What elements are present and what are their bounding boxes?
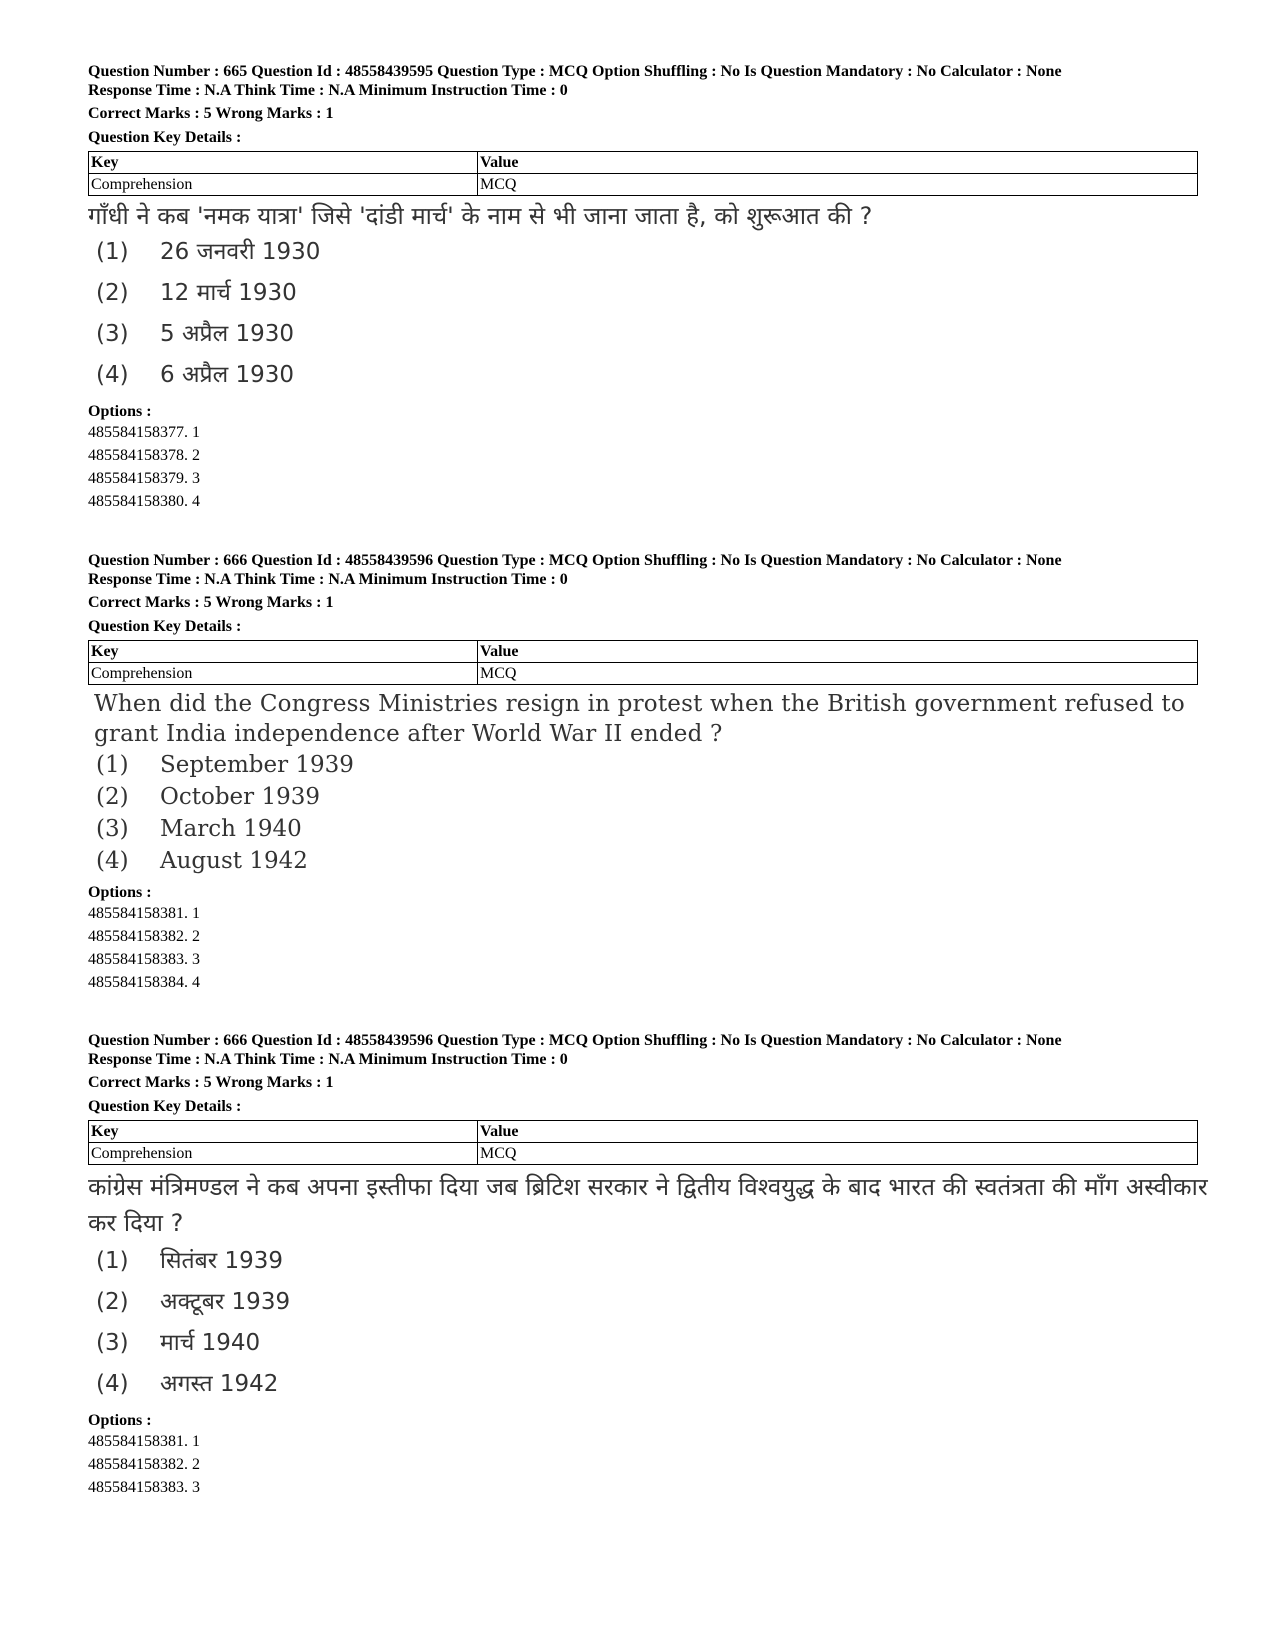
question-timing: Response Time : N.A Think Time : N.A Minimum Instruction Time : 0	[88, 1051, 568, 1068]
option-id: 485584158382. 2	[88, 928, 200, 945]
question-marks: Correct Marks : 5 Wrong Marks : 1	[88, 594, 334, 611]
option-id: 485584158382. 2	[88, 1456, 200, 1473]
table-key-header: Key	[89, 641, 478, 663]
key-details-label: Question Key Details :	[88, 129, 242, 146]
choice-text: August 1942	[160, 848, 308, 874]
choice-list	[88, 749, 1208, 877]
choice-item	[88, 232, 1208, 273]
choice-number: (2)	[96, 280, 129, 306]
choice-number: (3)	[96, 816, 129, 842]
choice-text: अक्टूबर 1939	[160, 1289, 291, 1315]
choice-number: (4)	[96, 848, 129, 874]
choice-text: 6 अप्रैल 1930	[160, 362, 295, 388]
choice-number: (4)	[96, 1371, 129, 1397]
table-value-header: Value	[478, 1121, 1198, 1143]
choice-item	[88, 1241, 1208, 1282]
key-details-table	[88, 1120, 1198, 1165]
choice-text: मार्च 1940	[160, 1330, 261, 1356]
table-key-header: Key	[89, 152, 478, 174]
option-id: 485584158377. 1	[88, 424, 200, 441]
choice-item	[88, 845, 1208, 877]
choice-list	[88, 1241, 1208, 1405]
question-text: कांग्रेस मंत्रिमण्डल ने कब अपना इस्तीफा दिया जब ब्रिटिश सरकार ने द्वितीय विश्वयुद्ध के बाद भारत की स्वतंत्रता की माँग अस्वीकार कर दिया ?	[88, 1173, 1208, 1237]
choice-item	[88, 1364, 1208, 1405]
choice-text: October 1939	[160, 784, 321, 810]
options-label: Options :	[88, 1412, 152, 1429]
choice-text: 12 मार्च 1930	[160, 280, 297, 306]
choice-item	[88, 781, 1208, 813]
question-timing: Response Time : N.A Think Time : N.A Minimum Instruction Time : 0	[88, 571, 568, 588]
table-value-cell: MCQ	[478, 663, 1198, 685]
option-id: 485584158381. 1	[88, 905, 200, 922]
choice-item	[88, 273, 1208, 314]
choice-item	[88, 1323, 1208, 1364]
choice-text: अगस्त 1942	[160, 1371, 279, 1397]
choice-number: (1)	[96, 752, 129, 778]
choice-item	[88, 314, 1208, 355]
choice-item	[88, 813, 1208, 845]
table-value-header: Value	[478, 152, 1198, 174]
options-label: Options :	[88, 884, 152, 901]
choice-number: (3)	[96, 1330, 129, 1356]
choice-number: (1)	[96, 1248, 129, 1274]
choice-number: (3)	[96, 321, 129, 347]
choice-item	[88, 355, 1208, 396]
table-key-header: Key	[89, 1121, 478, 1143]
choice-text: September 1939	[160, 752, 354, 778]
table-value-header: Value	[478, 641, 1198, 663]
option-id: 485584158383. 3	[88, 951, 200, 968]
key-details-label: Question Key Details :	[88, 1098, 242, 1115]
option-id: 485584158380. 4	[88, 493, 200, 510]
choice-number: (4)	[96, 362, 129, 388]
choice-number: (1)	[96, 239, 129, 265]
key-details-table	[88, 640, 1198, 685]
question-block-666-en	[88, 551, 1208, 994]
choice-text: March 1940	[160, 816, 302, 842]
key-details-table	[88, 151, 1198, 196]
question-text: When did the Congress Ministries resign in protest when the British government refused to grant India independence after World War II ended ?	[94, 691, 1185, 747]
option-id: 485584158384. 4	[88, 974, 200, 991]
option-id: 485584158379. 3	[88, 470, 200, 487]
key-details-label: Question Key Details :	[88, 618, 242, 635]
choice-number: (2)	[96, 784, 129, 810]
table-key-cell: Comprehension	[89, 663, 478, 685]
choice-list	[88, 232, 1208, 396]
question-text: गाँधी ने कब 'नमक यात्रा' जिसे 'दांडी मार्च' के नाम से भी जाना जाता है, को शुरूआत की ?	[88, 202, 873, 230]
question-block-666-hi	[88, 1031, 1208, 1499]
choice-text: 26 जनवरी 1930	[160, 239, 321, 265]
question-marks: Correct Marks : 5 Wrong Marks : 1	[88, 105, 334, 122]
table-key-cell: Comprehension	[89, 1143, 478, 1165]
table-value-cell: MCQ	[478, 174, 1198, 196]
choice-number: (2)	[96, 1289, 129, 1315]
question-block-665	[88, 62, 1208, 513]
option-id: 485584158378. 2	[88, 447, 200, 464]
question-header: Question Number : 666 Question Id : 48558439596 Question Type : MCQ Option Shuffling : No Is Question Mandatory : No Calculator : None	[88, 552, 1062, 569]
option-id: 485584158381. 1	[88, 1433, 200, 1450]
choice-text: सितंबर 1939	[160, 1248, 283, 1274]
choice-text: 5 अप्रैल 1930	[160, 321, 295, 347]
table-value-cell: MCQ	[478, 1143, 1198, 1165]
table-key-cell: Comprehension	[89, 174, 478, 196]
choice-item	[88, 749, 1208, 781]
choice-item	[88, 1282, 1208, 1323]
question-timing: Response Time : N.A Think Time : N.A Minimum Instruction Time : 0	[88, 82, 568, 99]
option-id: 485584158383. 3	[88, 1479, 200, 1496]
options-label: Options :	[88, 403, 152, 420]
question-header: Question Number : 666 Question Id : 48558439596 Question Type : MCQ Option Shuffling : No Is Question Mandatory : No Calculator : None	[88, 1032, 1062, 1049]
question-header: Question Number : 665 Question Id : 48558439595 Question Type : MCQ Option Shuffling : No Is Question Mandatory : No Calculator : None	[88, 63, 1062, 80]
question-marks: Correct Marks : 5 Wrong Marks : 1	[88, 1074, 334, 1091]
